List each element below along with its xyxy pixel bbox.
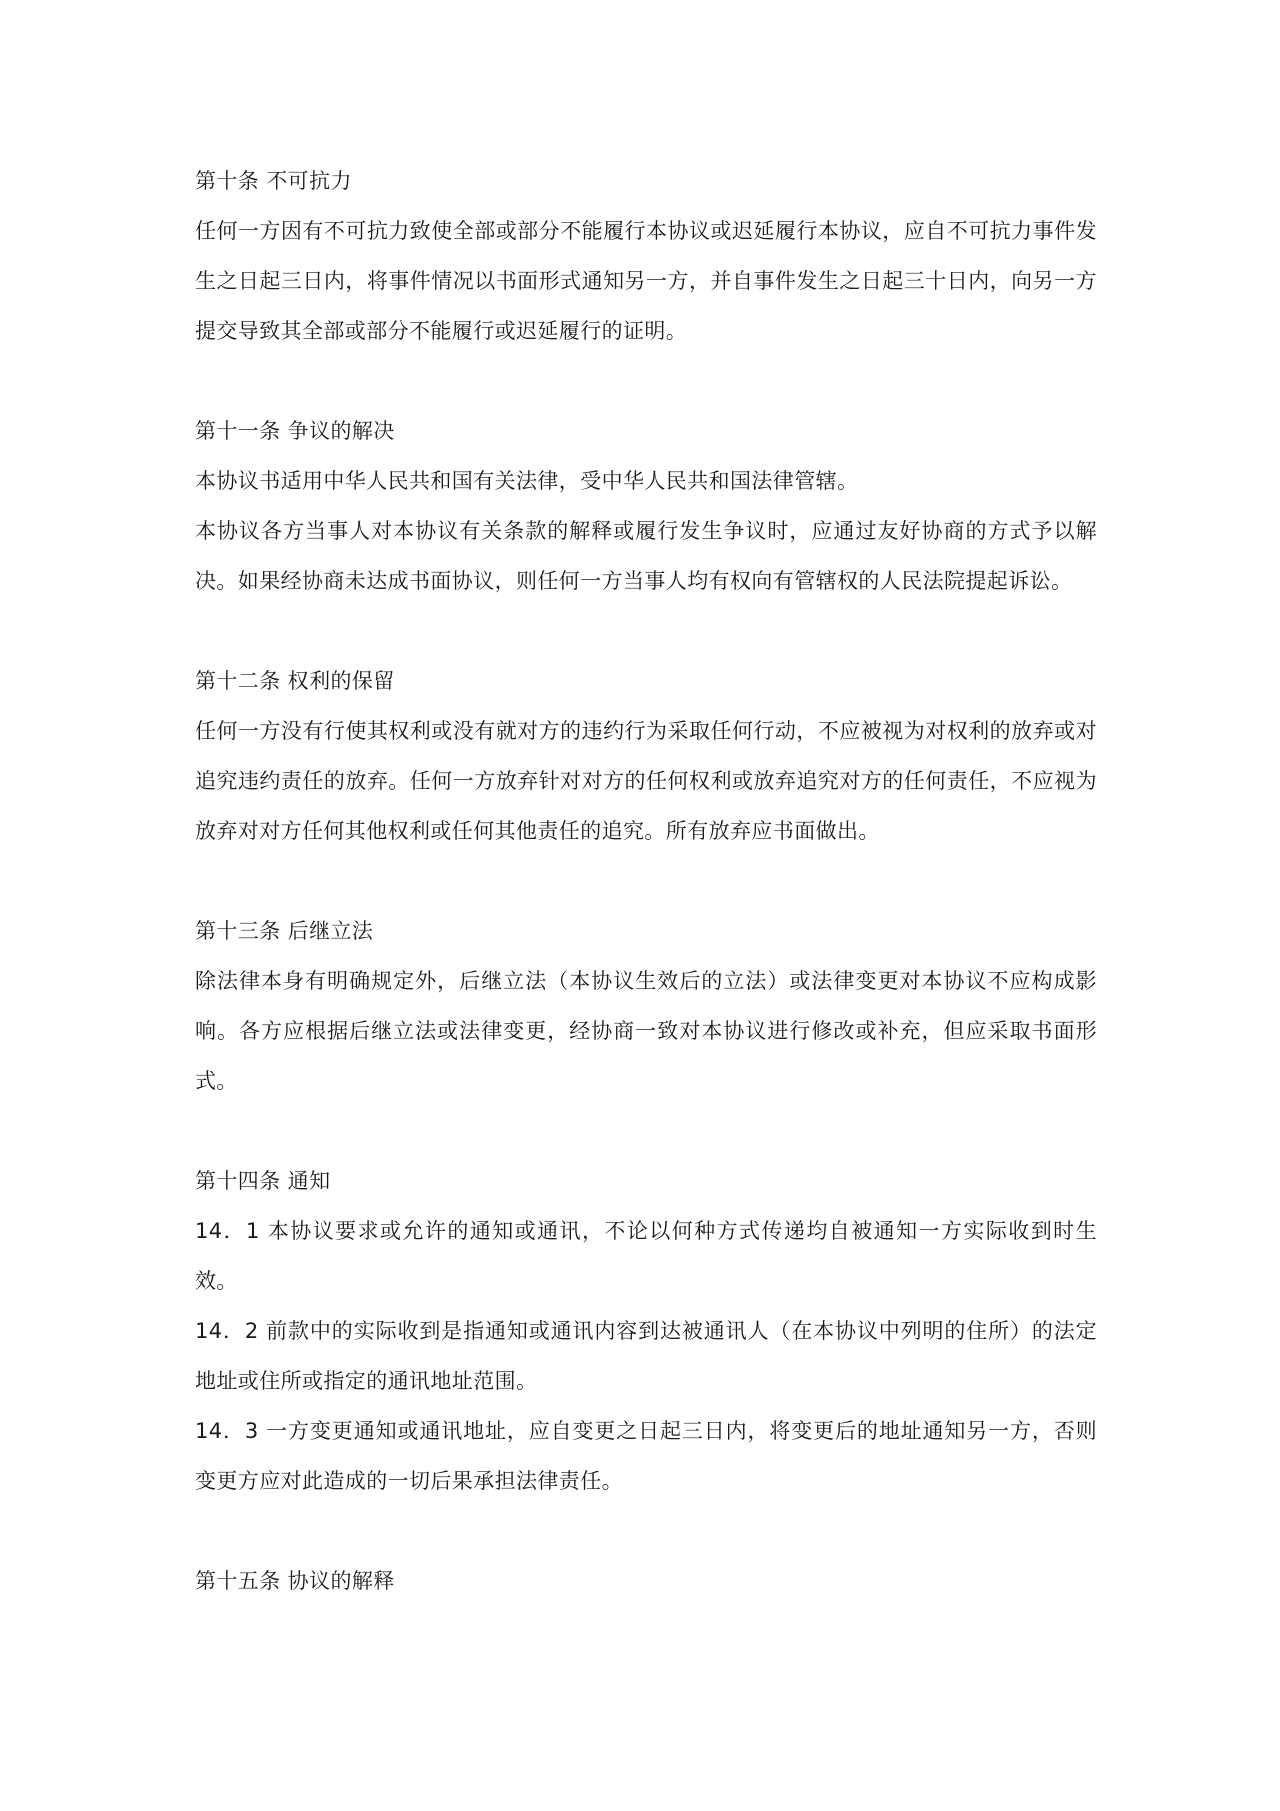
section-spacer (195, 606, 1097, 656)
article-paragraph: 除法律本身有明确规定外，后继立法（本协议生效后的立法）或法律变更对本协议不应构成影响。各方应根据后继立法或法律变更，经协商一致对本协议进行修改或补充，但应采取书面形式。 (195, 969, 1097, 1093)
section-spacer (195, 856, 1097, 906)
article-paragraph: 任何一方因有不可抗力致使全部或部分不能履行本协议或迟延履行本协议，应自不可抗力事件发生之日起三日内，将事件情况以书面形式通知另一方，并自事件发生之日起三十日内，向另一方提交导致其全部或部分不能履行或迟延履行的证明。 (195, 219, 1097, 343)
article-15 (195, 1556, 1097, 1606)
article-13 (195, 906, 1097, 1106)
document-page (195, 156, 1097, 1606)
article-paragraph: 本协议书适用中华人民共和国有关法律，受中华人民共和国法律管辖。 (195, 469, 859, 493)
article-heading: 第十二条 权利的保留 (195, 669, 395, 693)
clause-14-1: 14．1 本协议要求或允许的通知或通讯，不论以何种方式传递均自被通知一方实际收到时生效。 (195, 1219, 1097, 1293)
clause-14-3: 14．3 一方变更通知或通讯地址，应自变更之日起三日内，将变更后的地址通知另一方，否则变更方应对此造成的一切后果承担法律责任。 (195, 1419, 1097, 1493)
section-spacer (195, 1506, 1097, 1556)
article-10 (195, 156, 1097, 356)
article-heading: 第十一条 争议的解决 (195, 419, 395, 443)
article-11 (195, 406, 1097, 606)
article-12 (195, 656, 1097, 856)
article-heading: 第十五条 协议的解释 (195, 1569, 395, 1593)
section-spacer (195, 356, 1097, 406)
article-heading: 第十三条 后继立法 (195, 919, 374, 943)
article-paragraph: 本协议各方当事人对本协议有关条款的解释或履行发生争议时，应通过友好协商的方式予以解决。如果经协商未达成书面协议，则任何一方当事人均有权向有管辖权的人民法院提起诉讼。 (195, 519, 1097, 593)
article-heading: 第十条 不可抗力 (195, 169, 352, 193)
article-paragraph: 任何一方没有行使其权利或没有就对方的违约行为采取任何行动，不应被视为对权利的放弃或对追究违约责任的放弃。任何一方放弃针对对方的任何权利或放弃追究对方的任何责任，不应视为放弃对对方任何其他权利或任何其他责任的追究。所有放弃应书面做出。 (195, 719, 1097, 843)
section-spacer (195, 1106, 1097, 1156)
article-14 (195, 1156, 1097, 1506)
article-heading: 第十四条 通知 (195, 1169, 331, 1193)
clause-14-2: 14．2 前款中的实际收到是指通知或通讯内容到达被通讯人（在本协议中列明的住所）的法定地址或住所或指定的通讯地址范围。 (195, 1319, 1097, 1393)
